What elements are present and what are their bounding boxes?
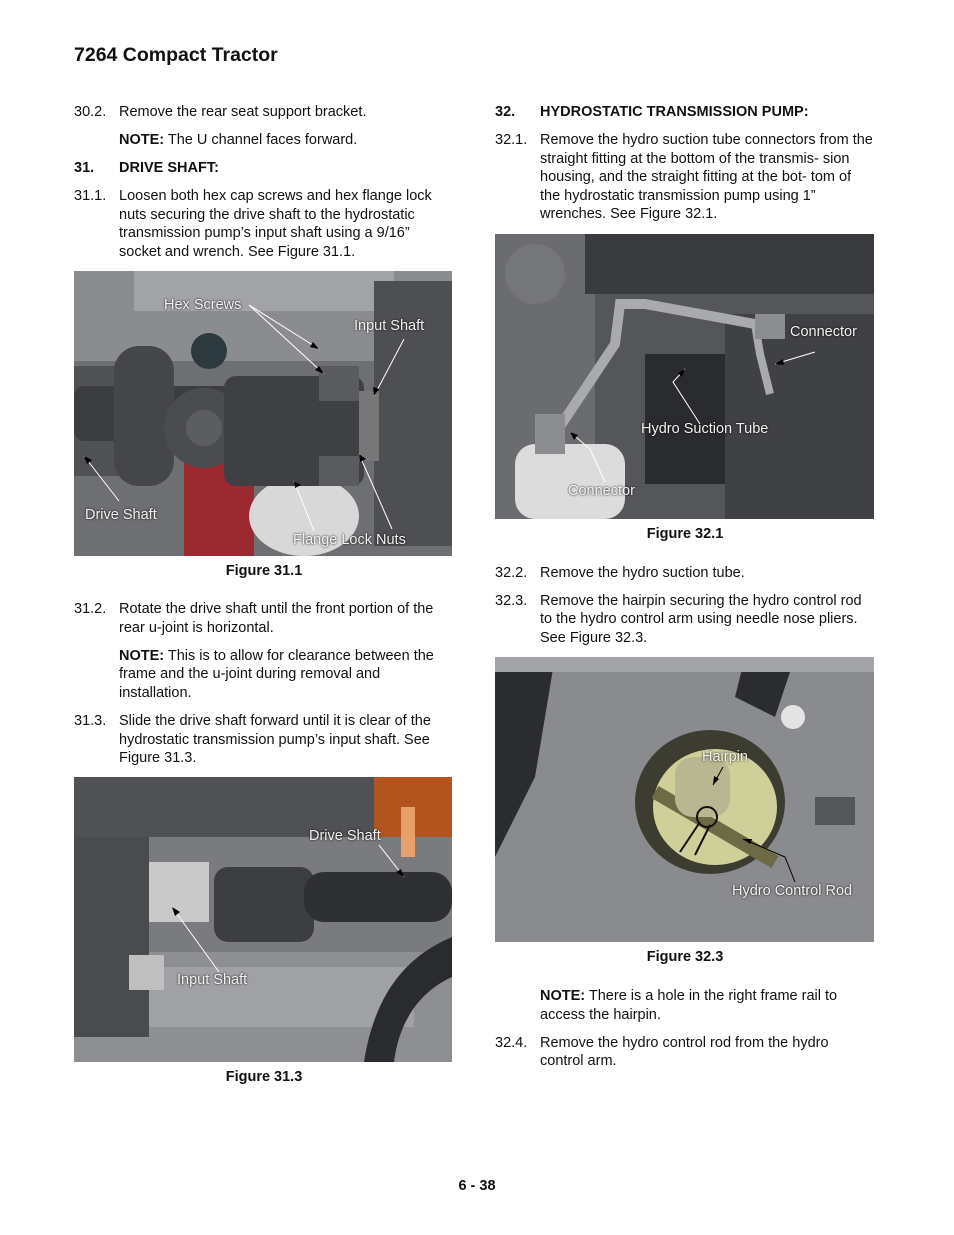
- step-32-3: [495, 592, 875, 648]
- step-text: Rotate the drive shaft until the front portion of the rear u-joint is horizontal.: [119, 601, 434, 636]
- figure-31-3-photo: [74, 777, 452, 1062]
- step-number: 31.2.: [74, 601, 107, 618]
- hydro-suction-tube-label: Hydro Suction Tube: [641, 420, 769, 437]
- left-column: [74, 103, 454, 1086]
- connector-bottom-label: Connector: [568, 482, 635, 499]
- step-31-1: [74, 187, 454, 261]
- input-shaft-label: Input Shaft: [177, 972, 248, 989]
- step-number: 30.2.: [74, 104, 107, 120]
- step-text: Remove the rear seat support bracket.: [119, 104, 367, 120]
- step-text: Remove the hairpin securing the hydro control rod to the hydro control arm using needle nose pliers. See Figure 32.3.: [540, 592, 862, 646]
- step-text: Loosen both hex cap screws and hex flange lock nuts securing the drive shaft to the hydrostatic transmission pump’s input shaft using a 9/16” socket and wrench. See Figure 31.1.: [119, 188, 432, 261]
- figure-31-3-callouts: [74, 777, 452, 1062]
- section-number: 32.: [495, 104, 516, 120]
- figure-32-1-callouts: [495, 234, 874, 519]
- step-number: 32.4.: [495, 1034, 528, 1051]
- figure-31-1-caption: Figure 31.1: [225, 563, 303, 580]
- note-text: The U channel faces forward.: [164, 132, 358, 149]
- step-number: 31.3.: [74, 713, 107, 730]
- figure-31-1-photo: [74, 271, 452, 556]
- hydro-control-rod-label: Hydro Control Rod: [732, 882, 853, 899]
- figure-32-3-callouts: [495, 657, 874, 942]
- connector-top-label: Connector: [790, 323, 857, 340]
- step-32-2: [495, 564, 875, 583]
- step-text: Slide the drive shaft forward until it is clear of the hydrostatic transmission pump’s input shaft. See Figure 31.3.: [119, 713, 431, 767]
- note-text: There is a hole in the right frame rail to access the hairpin.: [540, 987, 838, 1023]
- figure-32-1-photo: [495, 234, 874, 519]
- step-31-2: [74, 600, 454, 637]
- figure-31-1-callouts: [74, 271, 452, 556]
- step-30-2: [74, 103, 454, 122]
- note-32-3: [495, 987, 875, 1024]
- figure-31-3-caption: Figure 31.3: [225, 1069, 303, 1086]
- note-31-2: [74, 647, 454, 703]
- hex-screws-label: Hex Screws: [164, 297, 242, 314]
- note-text: This is to allow for clearance between the frame and the u-joint during removal and installation.: [119, 647, 434, 702]
- figure-32-3-caption: Figure 32.3: [646, 948, 724, 965]
- page-title: 7264 Compact Tractor: [74, 44, 278, 66]
- flange-lock-nuts-label: Flange Lock Nuts: [293, 532, 406, 549]
- section-title: HYDROSTATIC TRANSMISSION PUMP:: [540, 104, 809, 120]
- input-shaft-label: Input Shaft: [354, 318, 425, 335]
- step-text: Remove the hydro control rod from the hydro control arm.: [540, 1034, 829, 1070]
- note-label: NOTE:: [119, 132, 165, 149]
- step-number: 32.2.: [495, 564, 528, 581]
- figure-32-1-caption: Figure 32.1: [646, 525, 724, 542]
- section-31-heading: [74, 159, 454, 178]
- hairpin-label: Hairpin: [702, 748, 748, 765]
- section-title: DRIVE SHAFT:: [119, 160, 219, 177]
- drive-shaft-label: Drive Shaft: [309, 828, 381, 845]
- note-label: NOTE:: [119, 647, 165, 664]
- drive-shaft-label: Drive Shaft: [85, 507, 157, 524]
- step-32-4: [495, 1034, 875, 1071]
- step-text: Remove the hydro suction tube.: [540, 564, 745, 581]
- step-number: 31.1.: [74, 188, 107, 205]
- note-30-2: [74, 131, 454, 150]
- note-label: NOTE:: [540, 987, 586, 1004]
- step-text: Remove the hydro suction tube connectors from the straight fitting at the bottom of the transmis- sion housing, and the straight fitting at the bot- tom of the hydrostatic transmission pump using 1” wrenches. See Figure 32.1.: [540, 132, 873, 223]
- step-number: 32.3.: [495, 592, 528, 609]
- figure-32-3-photo: [495, 657, 874, 942]
- right-column: [495, 103, 875, 1080]
- section-number: 31.: [74, 160, 95, 177]
- step-32-1: [495, 131, 875, 224]
- section-32-heading: [495, 103, 875, 122]
- page-number: 6 - 38: [458, 1178, 496, 1194]
- step-31-3: [74, 712, 454, 768]
- step-number: 32.1.: [495, 132, 528, 149]
